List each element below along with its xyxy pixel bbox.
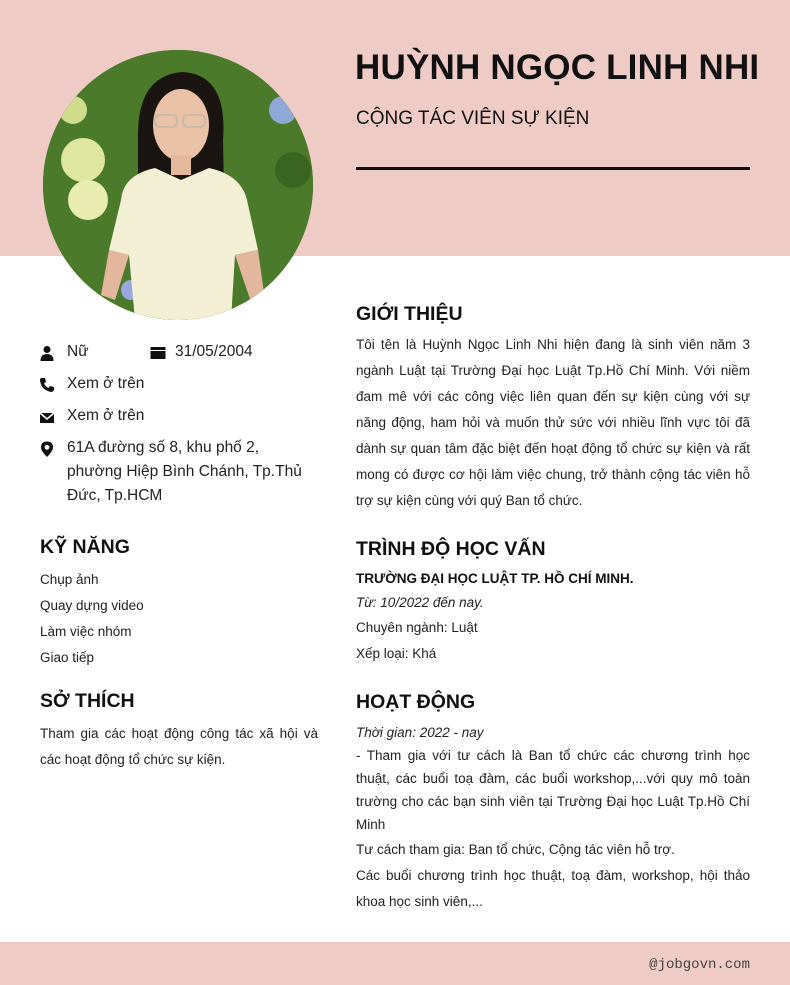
person-icon (39, 345, 55, 361)
profile-photo (43, 50, 313, 320)
skill-item: Quay dựng video (40, 598, 144, 613)
phone-value: Xem ở trên (67, 375, 145, 392)
education-heading: TRÌNH ĐỘ HỌC VẤN (356, 538, 546, 560)
header-divider (356, 167, 750, 170)
location-pin-icon (39, 441, 55, 457)
skills-heading: KỸ NĂNG (40, 536, 130, 558)
intro-heading: GIỚI THIỆU (356, 303, 463, 325)
education-school: TRƯỜNG ĐẠI HỌC LUẬT TP. HỒ CHÍ MINH. (356, 571, 634, 586)
intro-text: Tôi tên là Huỳnh Ngọc Linh Nhi hiện đang là sinh viên năm 3 ngành Luật tại Trường Đại học Luật Tp.Hồ Chí Minh. Với niềm đam mê với các công việc liên quan đến sự kiện cùng với sự năng động, ham hỏi và muốn thử sức với nhiều lĩnh vực tôi đã dành sự quan tâm đặc biệt đến hoạt động tổ chức sự kiện và rất mong có được cơ hội làm việc chung, trở thành cộng tác viên hỗ trợ sự kiện cùng với quý Ban tổ chức. (356, 337, 750, 508)
address-value: 61A đường số 8, khu phố 2, phường Hiệp Bình Chánh, Tp.Thủ Đức, Tp.HCM (67, 439, 302, 504)
gender-value: Nữ (67, 343, 89, 360)
avatar (43, 50, 313, 320)
activities-description: - Tham gia với tư cách là Ban tổ chức các chương trình học thuật, các buổi toạ đàm, các buổi workshop,...với quy mô toàn trường cho các bạn sinh viên tại Trường Đại học Luật Tp.Hồ Chí Minh (356, 748, 750, 832)
hobbies-text: Tham gia các hoạt động công tác xã hội và các hoạt động tổ chức sự kiện. (40, 726, 318, 767)
activities-role: Tư cách tham gia: Ban tổ chức, Cộng tác viên hỗ trợ. (356, 842, 675, 857)
skill-item: Giao tiếp (40, 650, 95, 665)
skill-item: Làm việc nhóm (40, 624, 132, 639)
activities-period: Thời gian: 2022 - nay (356, 725, 484, 740)
education-period: Từ: 10/2022 đến nay. (356, 595, 484, 610)
activities-events: Các buổi chương trình học thuật, toạ đàm, workshop, hội thảo khoa học sinh viên,... (356, 868, 750, 909)
mail-icon (39, 409, 55, 425)
education-major: Chuyên ngành: Luật (356, 620, 478, 635)
skill-item: Chụp ảnh (40, 572, 99, 587)
phone-icon (39, 377, 55, 393)
education-rank: Xếp loại: Khá (356, 646, 437, 661)
calendar-icon (150, 345, 166, 361)
activities-heading: HOẠT ĐỘNG (356, 691, 476, 713)
email-value: Xem ở trên (67, 407, 145, 424)
birthday-value: 31/05/2004 (175, 343, 253, 360)
hobbies-heading: SỞ THÍCH (40, 690, 135, 712)
candidate-role: CỘNG TÁC VIÊN SỰ KIỆN (356, 108, 590, 129)
candidate-name: HUỲNH NGỌC LINH NHI (355, 48, 760, 87)
footer-watermark: @jobgovn.com (649, 957, 750, 973)
